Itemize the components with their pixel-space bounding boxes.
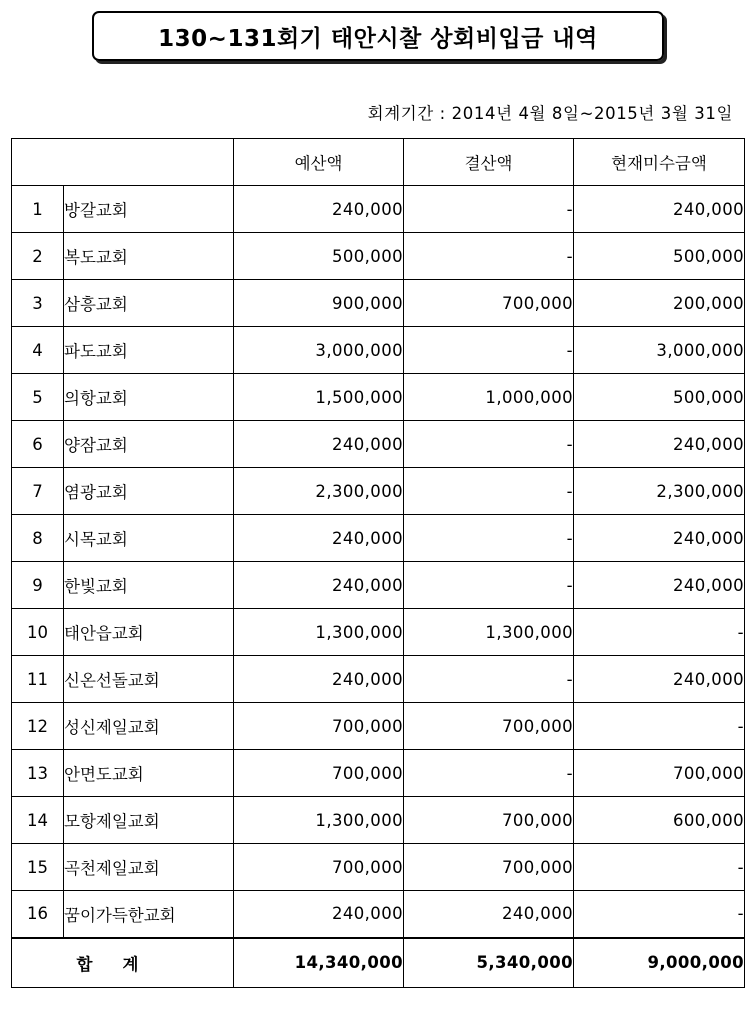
row-number: 14 [12, 797, 64, 844]
settled-amount: - [404, 750, 574, 797]
outstanding-amount: 240,000 [574, 562, 745, 609]
church-name: 염광교회 [64, 468, 234, 515]
table-row [12, 186, 745, 233]
row-number: 3 [12, 280, 64, 327]
budget-amount: 2,300,000 [234, 468, 404, 515]
accounting-period: 회계기간 : 2014년 4월 8일~2015년 3월 31일 [367, 104, 733, 123]
header-outstanding: 현재미수금액 [574, 139, 745, 186]
document-title: 130~131회기 태안시찰 상회비입금 내역 [158, 25, 598, 52]
outstanding-amount: 600,000 [574, 797, 745, 844]
settled-amount: - [404, 327, 574, 374]
budget-amount: 240,000 [234, 421, 404, 468]
church-name: 꿈이가득한교회 [64, 891, 234, 938]
outstanding-amount: 240,000 [574, 186, 745, 233]
row-number: 1 [12, 186, 64, 233]
table-row [12, 797, 745, 844]
budget-amount: 700,000 [234, 703, 404, 750]
settled-amount: - [404, 515, 574, 562]
total-settled: 5,340,000 [404, 938, 574, 988]
outstanding-amount: 240,000 [574, 421, 745, 468]
church-name: 신온선돌교회 [64, 656, 234, 703]
church-name: 양잠교회 [64, 421, 234, 468]
title-box [92, 11, 664, 61]
church-name: 모항제일교회 [64, 797, 234, 844]
settled-amount: 1,300,000 [404, 609, 574, 656]
outstanding-amount: 240,000 [574, 656, 745, 703]
church-name: 파도교회 [64, 327, 234, 374]
budget-amount: 240,000 [234, 562, 404, 609]
total-outstanding: 9,000,000 [574, 938, 745, 988]
settled-amount: 700,000 [404, 797, 574, 844]
row-number: 13 [12, 750, 64, 797]
church-name: 삼흥교회 [64, 280, 234, 327]
settled-amount: - [404, 186, 574, 233]
church-name: 곡천제일교회 [64, 844, 234, 891]
settled-amount: - [404, 656, 574, 703]
budget-amount: 1,500,000 [234, 374, 404, 421]
row-number: 15 [12, 844, 64, 891]
settled-amount: 1,000,000 [404, 374, 574, 421]
church-name: 성신제일교회 [64, 703, 234, 750]
settled-amount: 700,000 [404, 280, 574, 327]
budget-amount: 1,300,000 [234, 609, 404, 656]
table-row [12, 609, 745, 656]
table-header-row [12, 139, 745, 186]
table-row [12, 515, 745, 562]
budget-amount: 1,300,000 [234, 797, 404, 844]
table-row [12, 421, 745, 468]
budget-amount: 900,000 [234, 280, 404, 327]
row-number: 12 [12, 703, 64, 750]
row-number: 10 [12, 609, 64, 656]
budget-amount: 240,000 [234, 186, 404, 233]
budget-amount: 240,000 [234, 891, 404, 938]
outstanding-amount: 240,000 [574, 515, 745, 562]
row-number: 5 [12, 374, 64, 421]
row-number: 9 [12, 562, 64, 609]
row-number: 8 [12, 515, 64, 562]
row-number: 6 [12, 421, 64, 468]
header-budget: 예산액 [234, 139, 404, 186]
table-row [12, 562, 745, 609]
outstanding-amount: 500,000 [574, 233, 745, 280]
table-row [12, 327, 745, 374]
budget-amount: 3,000,000 [234, 327, 404, 374]
church-name: 한빛교회 [64, 562, 234, 609]
settled-amount: 240,000 [404, 891, 574, 938]
church-name: 태안읍교회 [64, 609, 234, 656]
settled-amount: - [404, 421, 574, 468]
total-budget: 14,340,000 [234, 938, 404, 988]
outstanding-amount: 500,000 [574, 374, 745, 421]
settled-amount: - [404, 562, 574, 609]
table-row [12, 844, 745, 891]
outstanding-amount: - [574, 703, 745, 750]
outstanding-amount: 700,000 [574, 750, 745, 797]
row-number: 2 [12, 233, 64, 280]
settled-amount: - [404, 468, 574, 515]
settled-amount: 700,000 [404, 703, 574, 750]
table-row [12, 233, 745, 280]
church-name: 복도교회 [64, 233, 234, 280]
church-name: 안면도교회 [64, 750, 234, 797]
budget-amount: 240,000 [234, 656, 404, 703]
outstanding-amount: - [574, 609, 745, 656]
row-number: 7 [12, 468, 64, 515]
table-row [12, 750, 745, 797]
header-blank-cell [12, 139, 234, 186]
table-row [12, 703, 745, 750]
dues-table [11, 138, 745, 988]
row-number: 11 [12, 656, 64, 703]
outstanding-amount: 2,300,000 [574, 468, 745, 515]
settled-amount: 700,000 [404, 844, 574, 891]
total-label: 합계 [12, 938, 234, 988]
outstanding-amount: - [574, 844, 745, 891]
outstanding-amount: 3,000,000 [574, 327, 745, 374]
budget-amount: 500,000 [234, 233, 404, 280]
budget-amount: 700,000 [234, 750, 404, 797]
outstanding-amount: 200,000 [574, 280, 745, 327]
budget-amount: 700,000 [234, 844, 404, 891]
row-number: 4 [12, 327, 64, 374]
table-row [12, 891, 745, 938]
table-row [12, 374, 745, 421]
row-number: 16 [12, 891, 64, 938]
table-row [12, 280, 745, 327]
church-name: 방갈교회 [64, 186, 234, 233]
table-row [12, 656, 745, 703]
church-name: 시목교회 [64, 515, 234, 562]
church-name: 의항교회 [64, 374, 234, 421]
budget-amount: 240,000 [234, 515, 404, 562]
outstanding-amount: - [574, 891, 745, 938]
table-row [12, 468, 745, 515]
settled-amount: - [404, 233, 574, 280]
total-row [12, 938, 745, 988]
header-settled: 결산액 [404, 139, 574, 186]
